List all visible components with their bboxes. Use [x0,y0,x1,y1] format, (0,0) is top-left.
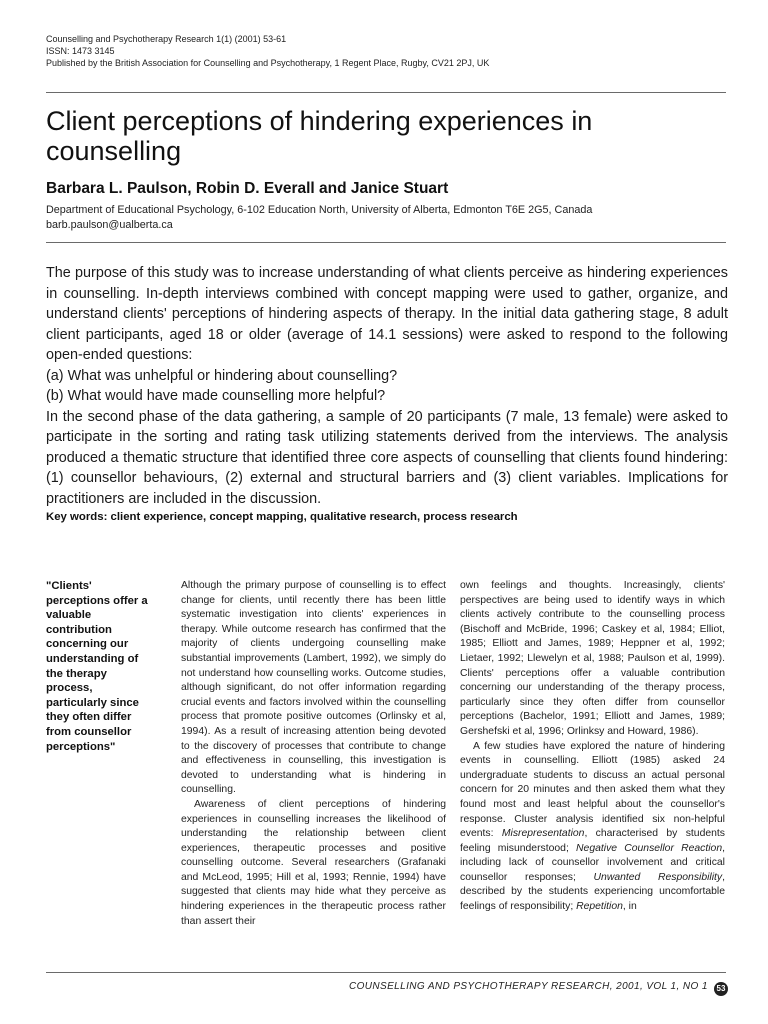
body-text: , characterised by students feeling misunderstood; [460,828,725,854]
abstract-paragraph: The purpose of this study was to increase understanding of what clients perceive as hindering experiences in counselling. In-depth interviews combined with concept mapping were used to gather, organize, and understand clients' perceptions of hindering aspects of therapy. In the initial data gathering stage, 8 adult client participants, aged 18 or older (average of 14.1 sessions) were asked to respond to the following open-ended questions: [46,265,728,363]
publication-info [46,33,489,69]
header-divider [46,92,726,93]
abstract-paragraph: In the second phase of the data gathering, a sample of 20 participants (7 male, 13 female) were asked to participate in the sorting and rating task utilizing statements derived from the interviews. The analysis produced a thematic structure that identified three core aspects of counselling that clients found hindering: (1) counsellor behaviours, (2) external and structural barriers and (3) client variables. Implications for practitioners are included in the discussion. [46,408,728,507]
keywords: Key words: client experience, concept mapping, qualitative research, process research [46,511,518,523]
body-paragraph: Awareness of client perceptions of hindering experiences in counselling increases the likelihood of understanding the relationship between client experiences, therapeutic processes and positive counselling outcome. Several researchers (Grafanaki and McLeod, 1995; Hill et al, 1993; Rennie, 1994) have suggested that clients may hide what they perceive as hindering experiences in the therapeutic process rather than assert their [181,798,446,927]
abstract-question-a: (a) What was unhelpful or hindering about counselling? [46,367,398,384]
abstract-divider [46,242,726,243]
body-paragraph: Although the primary purpose of counselling is to effect change for clients, until recently there has been little systematic investigation into clients' experiences in therapy. While outcome research has confirmed that the majority of clients undergoing counselling make substantial improvements (Lambert, 1992), we simply do not understand how counselling works. Outcome studies, although significant, do not offer information regarding crucial events and factors involved within the counselling process that promote positive outcomes (Orlinsky et al, 1994). As a result of increasing attention being devoted to the discovery of processes that contribute to change and effectiveness in counselling, this investigation is devoted to understanding what is hindering in counselling. [181,580,446,796]
body-column-left [181,579,446,929]
abstract-question-b: (b) What would have made counselling more helpful? [46,388,386,404]
event-misrepresentation: Misrepresentation [501,828,585,840]
affiliation: Department of Educational Psychology, 6-102 Education North, University of Alberta, Edmonton T6E 2G5, Canada [46,204,593,216]
journal-citation: Counselling and Psychotherapy Research 1(1) (2001) 53-61 [46,34,287,44]
footer-divider [46,972,726,973]
authors: Barbara L. Paulson, Robin D. Everall and Janice Stuart [46,180,449,197]
event-repetition: Repetition [576,901,623,913]
issn: ISSN: 1473 3145 [46,46,115,56]
author-email[interactable]: barb.paulson@ualberta.ca [46,219,173,231]
article-title: Client perceptions of hindering experiences in counselling [46,106,593,166]
body-text: , in [622,901,637,913]
abstract [46,263,728,509]
body-text: , including lack of counsellor involvement and critical counsellor responses; [460,842,726,883]
body-text: , described by the students experiencing uncomfortable feelings of responsibility; [460,871,726,913]
footer [349,981,728,996]
body-text: A few studies have explored the nature of hindering events in counselling. Elliott (1985) asked 24 undergraduate students to discuss an actual personal concern for 20 minutes and then asked them what they found most and least helpful about the counsellor's response. Cluster analysis identified six non-helpful events: [460,740,725,840]
page-number: 53 [714,982,728,996]
publisher-line: Published by the British Association for Counselling and Psychotherapy, 1 Regent Place, Rugby, CV21 2PJ, UK [46,58,490,68]
running-head: COUNSELLING AND PSYCHOTHERAPY RESEARCH, 2001, VOL 1, NO 1 [348,981,708,992]
body-column-right [460,579,725,915]
event-unwanted-responsibility: Unwanted Responsibility [593,871,723,883]
pull-quote: "Clients' perceptions offer a valuable contribution concerning our understanding of the therapy process, particularly since they often differ from counsellor perceptions" [46,580,148,753]
body-paragraph [460,740,725,915]
body-paragraph: own feelings and thoughts. Increasingly, clients' perspectives are being used to identify ways in which clients actively contribute to the counselling process (Bischoff and McBride, 1996; Caskey et al, 1984; Elliot, 1985; Elliott and James, 1989; Heppner et al, 1992; Lietaer, 1992; Llewelyn et al, 1988; Paulson et al, 1999). Clients' perceptions offer a valuable contribution concerning our understanding of the therapy process, particularly since they often differ from counsellor perceptions (Bachelor, 1991; Elliott and James, 1989; Gershefski et al, 1996; Orlinksy and Howard, 1986). [460,580,725,737]
affiliation-block [46,203,592,233]
event-negative-counsellor-reaction: Negative Counsellor Reaction [576,842,723,854]
